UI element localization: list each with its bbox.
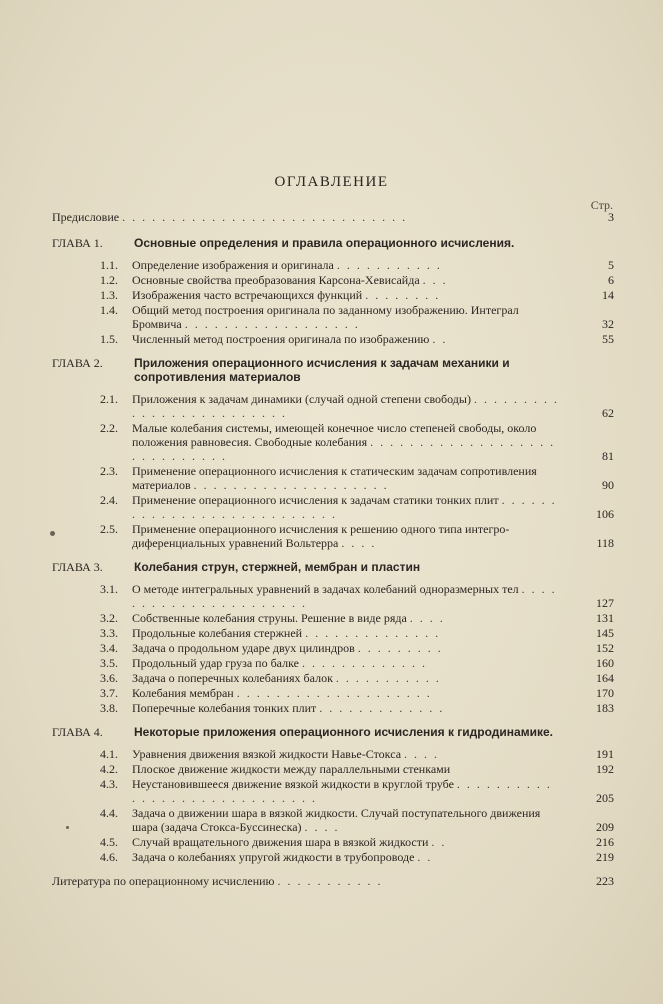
section-number: 1.3.	[100, 288, 118, 302]
entry-page: 216	[596, 835, 614, 849]
section-number: 1.5.	[100, 332, 118, 346]
section-number: 2.2.	[100, 421, 118, 435]
toc-entry-literature: Литература по операционному исчислению . . . . . . . . . . . 223	[52, 874, 614, 888]
entry-text: Собственные колебания струны. Решение в виде ряда	[132, 611, 407, 625]
entry-text: О методе интегральных уравнений в задачах колебаний одноразмерных тел	[132, 582, 519, 596]
chapter-heading	[52, 560, 614, 574]
chapter-number: ГЛАВА 1.	[52, 236, 103, 250]
chapter-title: Некоторые приложения операционного исчисления к гидродинамике.	[134, 725, 553, 739]
entry-page: 160	[596, 656, 614, 670]
toc-entry: 4.5. Случай вращательного движения шара в вязкой жидкости . . 216	[100, 835, 614, 849]
toc-entry: 3.7. Колебания мембран . . . . . . . . . . . . . . . . . . . . 170	[100, 686, 614, 700]
toc-entry: 1.1. Определение изображения и оригинала . . . . . . . . . . . 5	[100, 258, 614, 272]
toc-entry: 4.1. Уравнения движения вязкой жидкости Навье-Стокса . . . . 191	[100, 747, 614, 761]
section-number: 1.2.	[100, 273, 118, 287]
section-number: 1.4.	[100, 303, 118, 317]
entry-page: 3	[608, 210, 614, 224]
toc-entry: 3.2. Собственные колебания струны. Решение в виде ряда . . . . 131	[100, 611, 614, 625]
entry-page: 55	[602, 332, 614, 346]
section-number: 2.5.	[100, 522, 118, 536]
entry-text: Задача о колебаниях упругой жидкости в трубопроводе	[132, 850, 415, 864]
entry-page: 90	[602, 478, 614, 492]
entry-page: 118	[596, 536, 614, 550]
entry-text: Основные свойства преобразования Карсона-Хевисайда	[132, 273, 420, 287]
entry-text: Продольный удар груза по балке	[132, 656, 299, 670]
toc-entry: 3.8. Поперечные колебания тонких плит . . . . . . . . . . . . . 183	[100, 701, 614, 715]
section-number: 3.3.	[100, 626, 118, 640]
toc-entry: 1.5. Численный метод построения оригинала по изображению . . 55	[100, 332, 614, 346]
entry-page: 219	[596, 850, 614, 864]
toc-entry: 1.3. Изображения часто встречающихся функций . . . . . . . . 14	[100, 288, 614, 302]
toc-entry: 3.1. О методе интегральных уравнений в задачах колебаний одноразмерных тел . . . . . . . . . . . . . . . . . . . . . . 127	[100, 582, 614, 610]
entry-page: 81	[602, 449, 614, 463]
chapter-title: Основные определения и правила операционного исчисления.	[134, 236, 515, 250]
entry-text: Определение изображения и оригинала	[132, 258, 334, 272]
entry-page: 209	[596, 820, 614, 834]
entry-text: Поперечные колебания тонких плит	[132, 701, 317, 715]
print-speck	[66, 826, 69, 829]
entry-text: Задача о движении шара в вязкой жидкости. Случай поступательного движения шара (задача Стокса-Буссинеска)	[132, 806, 541, 834]
print-speck	[50, 531, 55, 536]
entry-text: Неустановившееся движение вязкой жидкости в круглой трубе	[132, 777, 454, 791]
section-number: 3.4.	[100, 641, 118, 655]
entry-text: Приложения к задачам динамики (случай одной степени свободы)	[132, 392, 471, 406]
toc-entry: 1.4. Общий метод построения оригинала по заданному изображению. Интеграл Бромвича . . . . . . . . . . . . . . . . . . 32	[100, 303, 614, 331]
section-number: 3.6.	[100, 671, 118, 685]
toc-entry: 2.2. Малые колебания системы, имеющей конечное число степеней свободы, около положения равновесия. Свободные колебания . . . . . . . . . . . . . . . . . . . . . . . . . . . . . 81	[100, 421, 614, 463]
toc-entry: 4.3. Неустановившееся движение вязкой жидкости в круглой трубе . . . . . . . . . . . . . . . . . . . . . . . . . . . . . 205	[100, 777, 614, 805]
toc-entry: 3.4. Задача о продольном ударе двух цилиндров . . . . . . . . . 152	[100, 641, 614, 655]
entry-text: Предисловие	[52, 210, 120, 224]
entry-page: 170	[596, 686, 614, 700]
toc-entry: 2.3. Применение операционного исчисления к статическим задачам сопротивления материалов . . . . . . . . . . . . . . . . . . . . 90	[100, 464, 614, 492]
entry-page: 145	[596, 626, 614, 640]
chapter-heading	[52, 356, 614, 384]
chapter-number: ГЛАВА 3.	[52, 560, 103, 574]
section-number: 2.1.	[100, 392, 118, 406]
toc-entry: 4.6. Задача о колебаниях упругой жидкости в трубопроводе . . 219	[100, 850, 614, 864]
page-title: ОГЛАВЛЕНИЕ	[274, 174, 389, 190]
entry-page: 205	[596, 791, 614, 805]
entry-page: 192	[596, 762, 614, 776]
toc-entry-preface: Предисловие . . . . . . . . . . . . . . . . . . . . . . . . . . . . . 3	[52, 210, 614, 224]
entry-page: 62	[602, 406, 614, 420]
entry-text: Уравнения движения вязкой жидкости Навье-Стокса	[132, 747, 402, 761]
section-number: 4.5.	[100, 835, 118, 849]
entry-text: Плоское движение жидкости между параллельными стенками	[132, 762, 451, 776]
entry-text: Малые колебания системы, имеющей конечное число степеней свободы, около положения равновесия. Свободные колебания	[132, 421, 537, 449]
section-number: 4.3.	[100, 777, 118, 791]
entry-page: 127	[596, 596, 614, 610]
page-column-label: Стр.	[590, 198, 613, 212]
toc-entry: 1.2. Основные свойства преобразования Карсона-Хевисайда . . . 6	[100, 273, 614, 287]
entry-text: Литература по операционному исчислению	[52, 874, 275, 888]
section-number: 4.4.	[100, 806, 118, 820]
chapter-heading	[52, 236, 614, 250]
entry-text: Применение операционного исчисления к задачам статики тонких плит	[132, 493, 499, 507]
chapter-title: Приложения операционного исчисления к задачам механики и сопротивления материалов	[134, 356, 510, 384]
toc-entry: 2.5. Применение операционного исчисления к решению одного типа интегро-диференциальных уравнений Вольтерра . . . . 118	[100, 522, 614, 550]
entry-page: 183	[596, 701, 614, 715]
section-number: 3.7.	[100, 686, 118, 700]
entry-page: 106	[596, 507, 614, 521]
entry-page: 5	[608, 258, 614, 272]
entry-page: 32	[602, 317, 614, 331]
entry-text: Применение операционного исчисления к решению одного типа интегро-диференциальных уравнений Вольтерра	[132, 522, 510, 550]
toc-entry: 2.4. Применение операционного исчисления к задачам статики тонких плит . . . . . . . . . . . . . . . . . . . . . . . . . . . 106	[100, 493, 614, 521]
toc-entry: 3.5. Продольный удар груза по балке . . . . . . . . . . . . . 160	[100, 656, 614, 670]
toc-entry: 3.3. Продольные колебания стержней . . . . . . . . . . . . . . 145	[100, 626, 614, 640]
entry-text: Общий метод построения оригинала по заданному изображению. Интеграл Бромвича	[132, 303, 519, 331]
entry-text: Случай вращательного движения шара в вязкой жидкости	[132, 835, 429, 849]
chapter-heading	[52, 725, 614, 739]
entry-page: 6	[608, 273, 614, 287]
entry-text: Применение операционного исчисления к статическим задачам сопротивления материалов	[132, 464, 537, 492]
section-number: 3.2.	[100, 611, 118, 625]
entry-page: 164	[596, 671, 614, 685]
entry-text: Изображения часто встречающихся функций	[132, 288, 363, 302]
section-number: 4.6.	[100, 850, 118, 864]
section-number: 3.5.	[100, 656, 118, 670]
entry-text: Задача о продольном ударе двух цилиндров	[132, 641, 355, 655]
section-number: 2.4.	[100, 493, 118, 507]
entry-page: 14	[602, 288, 614, 302]
section-number: 1.1.	[100, 258, 118, 272]
chapter-title: Колебания струн, стержней, мембран и пластин	[134, 560, 421, 574]
entry-text: Задача о поперечных колебаниях балок	[132, 671, 333, 685]
toc-entry	[52, 762, 614, 776]
section-number: 4.2.	[100, 762, 118, 776]
toc-entry: 3.6. Задача о поперечных колебаниях балок . . . . . . . . . . . 164	[100, 671, 614, 685]
table-of-contents	[52, 210, 614, 889]
entry-page: 131	[596, 611, 614, 625]
section-number: 4.1.	[100, 747, 118, 761]
section-number: 3.1.	[100, 582, 118, 596]
section-number: 2.3.	[100, 464, 118, 478]
section-number: 3.8.	[100, 701, 118, 715]
entry-text: Колебания мембран	[132, 686, 234, 700]
entry-page: 223	[596, 874, 614, 888]
toc-entry: 4.4. Задача о движении шара в вязкой жидкости. Случай поступательного движения шара (задача Стокса-Буссинеска) . . . . 209	[100, 806, 614, 834]
entry-text: Продольные колебания стержней	[132, 626, 303, 640]
chapter-number: ГЛАВА 2.	[52, 356, 103, 370]
entry-text: Численный метод построения оригинала по изображению	[132, 332, 430, 346]
toc-entry: 2.1. Приложения к задачам динамики (случай одной степени свободы) . . . . . . . . . . . . . . . . . . . . . . . . . 62	[100, 392, 614, 420]
entry-page: 191	[596, 747, 614, 761]
entry-page: 152	[596, 641, 614, 655]
chapter-number: ГЛАВА 4.	[52, 725, 103, 739]
